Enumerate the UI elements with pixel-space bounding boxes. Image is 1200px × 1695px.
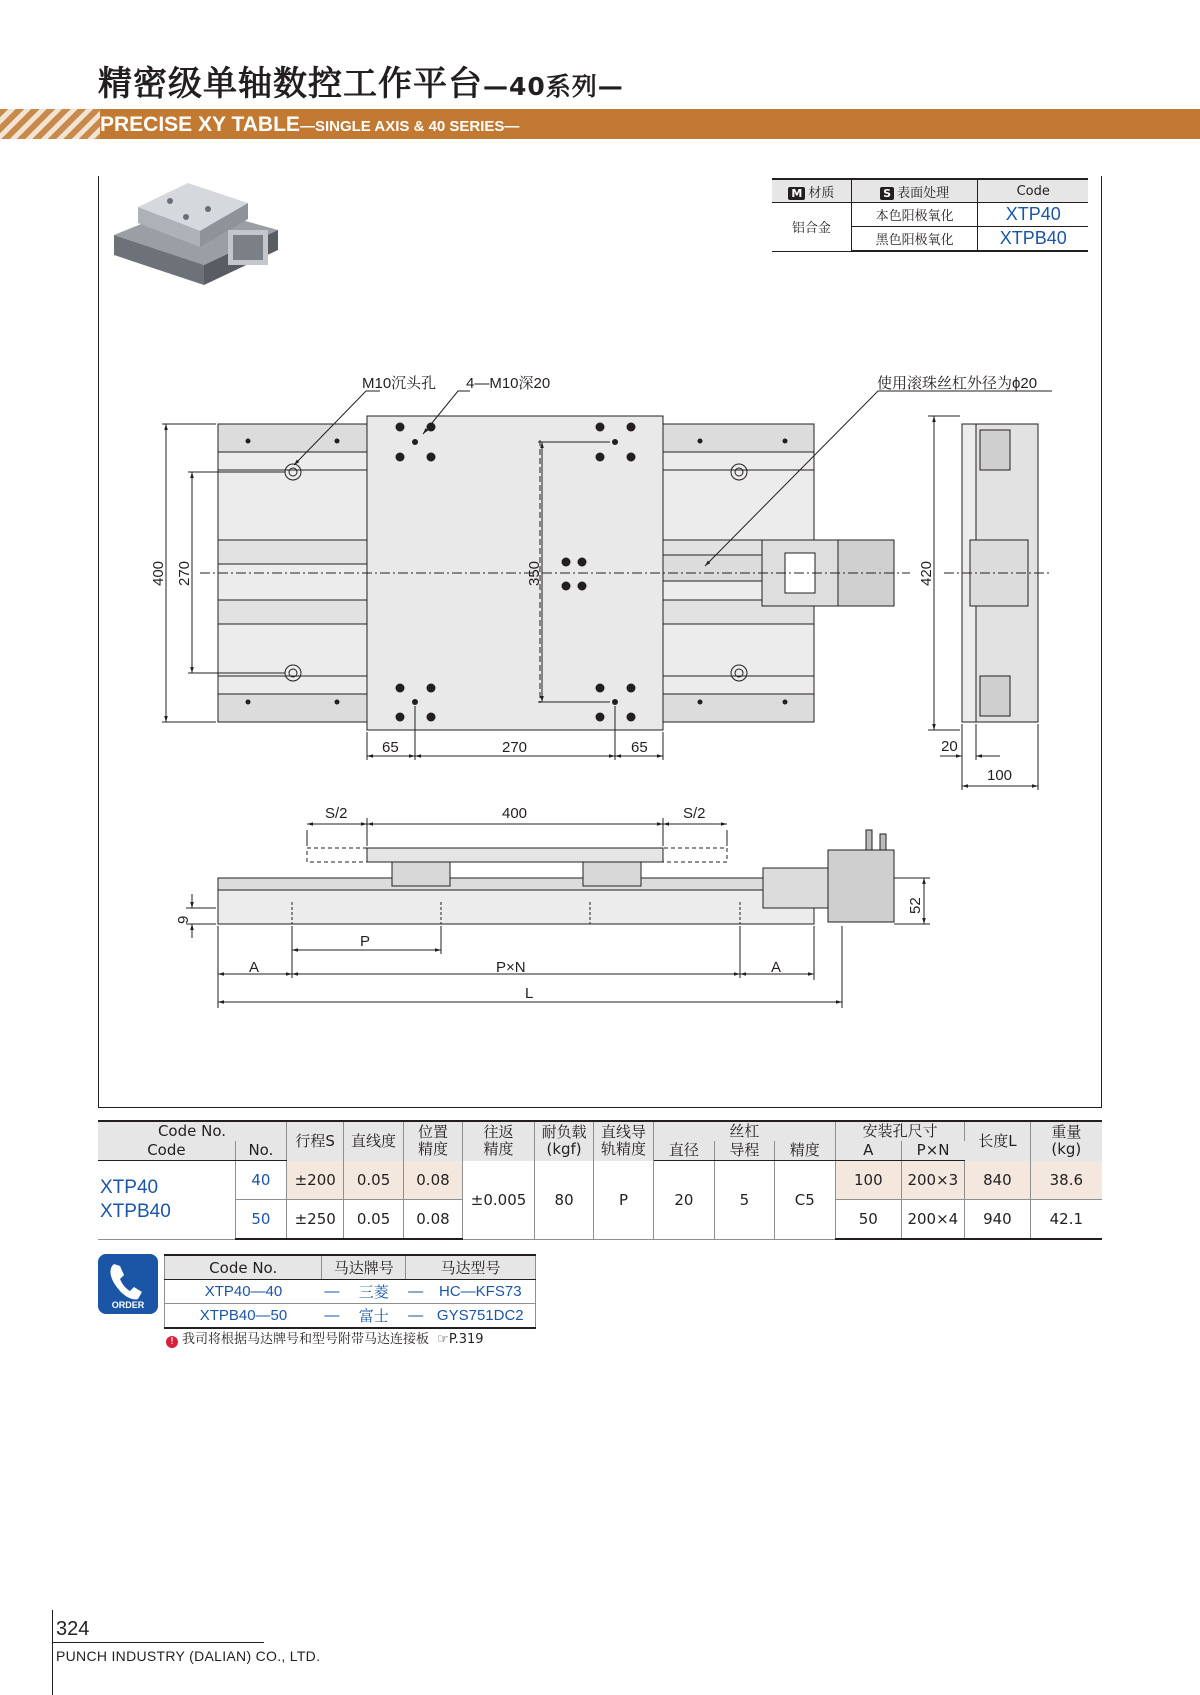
order-row (165, 1280, 536, 1304)
dim-l: L (525, 985, 534, 1002)
order-note (166, 1328, 484, 1348)
page-title-suffix: —40系列— (483, 72, 624, 101)
cell-mount-a: 50 (836, 1200, 902, 1240)
header-repeat-accuracy: 往返 精度 (463, 1121, 535, 1161)
cell-stroke: ±250 (287, 1200, 344, 1240)
order-header-code: Code No. (165, 1255, 322, 1280)
cell-position-accuracy: 0.08 (403, 1200, 462, 1240)
header-screw-grade: 精度 (774, 1141, 835, 1161)
order-header-brand: 马达牌号 (322, 1255, 406, 1280)
surface-value: 本色阳极氧化 (851, 203, 978, 227)
phone-icon (98, 1254, 158, 1314)
dim-p: P (360, 933, 371, 950)
order-dash: — (406, 1280, 426, 1304)
material-icon: M (788, 187, 805, 200)
cell-weight: 38.6 (1030, 1161, 1102, 1200)
header-screw-dia: 直径 (653, 1141, 714, 1161)
dim-100: 100 (987, 767, 1013, 784)
product-code: XTPB40 (100, 1200, 171, 1222)
order-dash: — (406, 1304, 426, 1329)
title-en-sub: —SINGLE AXIS & 40 SERIES— (299, 118, 520, 135)
order-table (164, 1254, 536, 1329)
order-brand: 三菱 (342, 1280, 406, 1304)
surface-value: 黑色阳极氧化 (851, 227, 978, 252)
cell-straightness: 0.05 (344, 1200, 403, 1240)
cell-no: 50 (235, 1200, 286, 1240)
footer-hline (52, 1642, 264, 1643)
header-screw: 丝杠 (653, 1121, 835, 1141)
header-weight: 重量 (kg) (1030, 1121, 1102, 1161)
header-rail-accuracy: 直线导 轨精度 (594, 1121, 653, 1161)
footer-vline (52, 1610, 53, 1695)
dim-420-vertical: 420 (918, 560, 935, 586)
dim-65-left: 65 (382, 739, 399, 756)
order-model: HC—KFS73 (426, 1280, 536, 1304)
cell-stroke: ±200 (287, 1161, 344, 1200)
header-load: 耐负载 (kgf) (534, 1121, 593, 1161)
header-no: No. (235, 1141, 286, 1161)
header-mount: 安装孔尺寸 (836, 1121, 965, 1141)
dim-52: 52 (907, 897, 924, 914)
cell-repeat-accuracy: ±0.005 (463, 1161, 535, 1240)
order-brand: 富士 (342, 1304, 406, 1329)
header-length: 长度L (965, 1121, 1031, 1161)
header-screw-lead: 导程 (715, 1141, 774, 1161)
dim-20: 20 (941, 738, 958, 755)
dim-9: 9 (175, 915, 192, 924)
callout-ballscrew: 使用滚珠丝杠外径为ϕ20 (877, 375, 1038, 392)
title-en-main: PRECISE XY TABLE (100, 113, 300, 136)
material-code: XTPB40 (978, 227, 1088, 252)
material-header-label: 材质 (808, 185, 835, 201)
header-position-accuracy: 位置 精度 (403, 1121, 462, 1161)
pointing-hand-icon: ☞ (437, 1332, 449, 1347)
surface-header-label: 表面处理 (897, 185, 950, 201)
dim-350-vertical: 350 (526, 560, 543, 586)
cell-load: 80 (534, 1161, 593, 1240)
cell-length: 840 (965, 1161, 1031, 1200)
table-row (98, 1161, 1102, 1200)
material-code: XTP40 (978, 203, 1088, 227)
dim-s-half-right: S/2 (683, 805, 706, 822)
company-name: PUNCH INDUSTRY (DALIAN) CO., LTD. (56, 1648, 321, 1664)
order-dash: — (322, 1304, 342, 1329)
cell-straightness: 0.05 (344, 1161, 403, 1200)
surface-icon: S (880, 187, 894, 200)
dim-pxn: P×N (496, 959, 526, 976)
product-code: XTP40 (100, 1176, 159, 1198)
dim-400-vertical: 400 (150, 560, 167, 586)
cell-weight: 42.1 (1030, 1200, 1102, 1240)
dim-270-bottom: 270 (502, 739, 528, 756)
spec-table (98, 1120, 1102, 1240)
order-note-ref[interactable]: P.319 (448, 1332, 484, 1347)
cell-screw-lead: 5 (715, 1161, 774, 1240)
dim-270-vertical: 270 (176, 560, 193, 586)
order-note-text: 我司将根据马达牌号和型号附带马达连接板 (182, 1332, 430, 1347)
header-code-no: Code No. (98, 1121, 287, 1141)
callout-tapped: 4—M10深20 (466, 375, 551, 392)
page-number: 324 (56, 1618, 90, 1640)
header-mount-a: A (836, 1141, 902, 1161)
header-code: Code (98, 1141, 235, 1161)
dim-s-half-left: S/2 (325, 805, 348, 822)
cell-mount-a: 100 (836, 1161, 902, 1200)
material-value: 铝合金 (772, 203, 851, 252)
header-stroke: 行程S (287, 1121, 344, 1161)
callout-counterbore: M10沉头孔 (362, 375, 437, 392)
dim-a-left: A (249, 959, 260, 976)
cell-screw-grade: C5 (774, 1161, 835, 1240)
dim-400-front: 400 (502, 805, 528, 822)
order-model: GYS751DC2 (426, 1304, 536, 1329)
order-header-model: 马达型号 (406, 1255, 536, 1280)
order-icon-label: ORDER (111, 1300, 145, 1310)
order-dash: — (322, 1280, 342, 1304)
cell-mount-pxn: 200×4 (901, 1200, 965, 1240)
dim-a-right: A (771, 959, 782, 976)
cell-mount-pxn: 200×3 (901, 1161, 965, 1200)
cell-length: 940 (965, 1200, 1031, 1240)
header-straightness: 直线度 (344, 1121, 403, 1161)
code-header: Code (978, 179, 1088, 203)
header-mount-pxn: P×N (901, 1141, 965, 1161)
cell-rail-accuracy: P (594, 1161, 653, 1240)
cell-no: 40 (235, 1161, 286, 1200)
order-icon (98, 1254, 158, 1314)
order-code: XTP40—40 (165, 1280, 322, 1304)
product-codes (98, 1161, 235, 1240)
order-row (165, 1304, 536, 1329)
page-title-cn: 精密级单轴数控工作平台 (98, 64, 483, 104)
cell-position-accuracy: 0.08 (403, 1161, 462, 1200)
dim-65-right: 65 (631, 739, 648, 756)
cell-screw-dia: 20 (653, 1161, 714, 1240)
order-code: XTPB40—50 (165, 1304, 322, 1329)
info-icon: ! (166, 1336, 178, 1348)
